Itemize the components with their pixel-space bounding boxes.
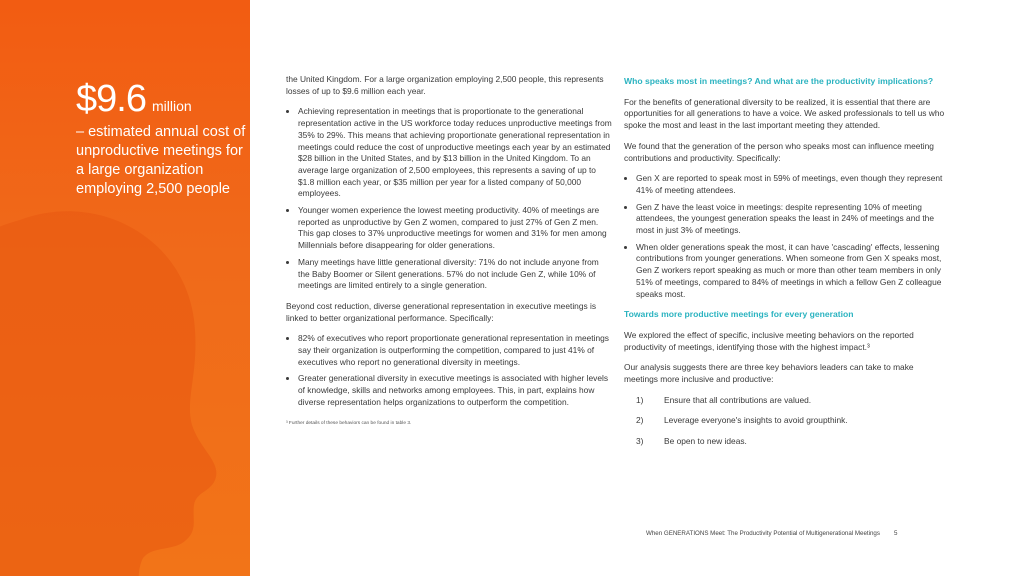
paragraph: We found that the generation of the person who speaks most can influence meeting contributions and productivity. Specifically:	[624, 140, 934, 163]
performance-list	[286, 333, 612, 408]
list-item	[624, 415, 946, 427]
key-statistic	[76, 78, 246, 199]
list-item: • Greater generational diversity in executive meetings is associated with higher levels of knowledge, skills and networks among employees. This, in part, explains how diverse representation helps organizations to outperform the competition.	[298, 373, 612, 408]
stat-unit: million	[151, 98, 192, 114]
section-heading: Who speaks most in meetings? And what are the productivity implications?	[624, 76, 934, 86]
step-number: 2)	[636, 415, 644, 426]
stat-value: $9.6	[76, 78, 146, 120]
stat-description: – estimated annual cost of unproductive meetings for a large organization employing 2,500 people	[76, 124, 246, 197]
step-number: 1)	[636, 394, 644, 405]
footnote: ³ Further details of these behaviors can be found in table 3.	[286, 420, 412, 426]
list-item: • Many meetings have little generational diversity: 71% do not include anyone from the Baby Boomer or Silent generations. 57% do not include Gen Z, while 10% of meetings are limited entirely to a single generation.	[298, 257, 612, 292]
step-text: Be open to new ideas.	[664, 436, 747, 447]
list-item: • Younger women experience the lowest meeting productivity. 40% of meetings are reported as unproductive by Gen Z women, compared to just 27% of Gen Z men. This gap closes to 37% unproductive meetings for women and 31% for men among Millennials before disappearing for older generations.	[298, 205, 612, 252]
list-item	[624, 436, 946, 448]
step-text: Ensure that all contributions are valued.	[664, 394, 812, 405]
page-footer	[646, 530, 897, 537]
head-silhouette-icon	[0, 200, 240, 576]
list-item: • 82% of executives who report proportionate generational representation in meetings say their organization is outperforming the competition, compared to just 41% of executives who report no generational diversity in meetings.	[298, 333, 612, 368]
intro-paragraph: the United Kingdom. For a large organization employing 2,500 people, this represents losses of up to $9.6 million each year.	[286, 74, 604, 96]
sidebar-panel	[0, 0, 250, 576]
section-heading: Towards more productive meetings for every generation	[624, 309, 854, 320]
paragraph: Beyond cost reduction, diverse generational representation in executive meetings is linked to better organizational performance. Specifically:	[286, 300, 597, 323]
step-number: 3)	[636, 436, 644, 447]
step-text: Leverage everyone's insights to avoid groupthink.	[664, 415, 848, 426]
footer-title: When GENERATIONS Meet: The Productivity Potential of Multigenerational Meetings	[646, 530, 880, 537]
list-item: • Gen X are reported to speak most in 59% of meetings, even though they represent 41% of meeting attendees.	[636, 173, 946, 196]
list-item: • Achieving representation in meetings that is proportionate to the generational representation active in the US workforce today reduces unproductive meetings from 35% to 29%. This means that achieving proportionate generational representation in meetings could reduce the cost of unproductive meetings each year by an estimated $28 billion in the United States, and by $13 billion in the United Kingdom. To an average large organization of 2,500 employees, this represents a saving of up to $1.8 million each year, or $35 million per year for a listed company of 50,000 employees.	[298, 106, 612, 200]
paragraph: Our analysis suggests there are three key behaviors leaders can take to make meetings more inclusive and productive:	[624, 362, 914, 385]
list-item: • Gen Z have the least voice in meetings: despite representing 10% of meeting attendees, the youngest generation speaks the least in 24% of meetings and the most in just 3% of meetings.	[636, 202, 946, 237]
text-column-right	[624, 76, 946, 457]
page-number: 5	[893, 530, 898, 537]
speaker-findings-list	[624, 173, 946, 300]
list-item	[624, 395, 946, 407]
paragraph: For the benefits of generational diversity to be realized, it is essential that there are opportunities for all generations to have a voice. We asked professionals to tell us who spoke the most and least in the last important meeting they attended.	[624, 96, 945, 131]
findings-list	[286, 106, 612, 292]
paragraph: We explored the effect of specific, inclusive meeting behaviors on the reported productivity of meetings, identifying those with the highest impact.³	[624, 329, 914, 352]
list-item: • When older generations speak the most, it can have 'cascading' effects, lessening contributions from younger generations. When someone from Gen X speaks most, Gen Z workers report speaking as much or more than other team members in only 51% of meetings, compared to 84% of meetings in which a fellow Gen Z colleague speaks most.	[636, 242, 946, 301]
text-column-left	[286, 74, 612, 429]
behaviors-list	[624, 395, 946, 448]
